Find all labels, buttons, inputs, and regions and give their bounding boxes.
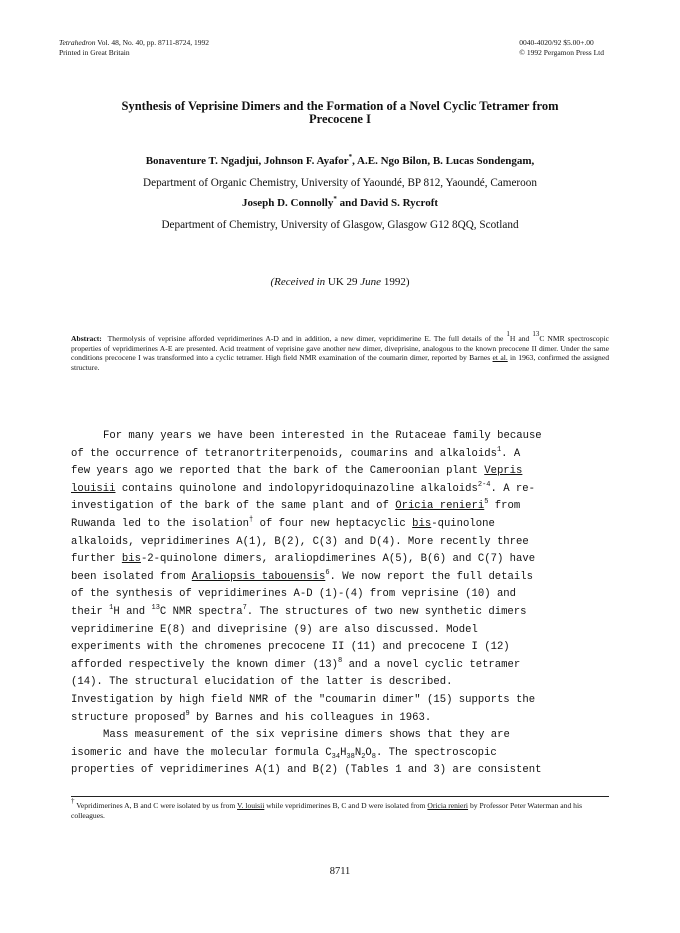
body-text-run: -2-quinolone dimers, araliopdimerines A(5), B(6) and C(7) have (140, 553, 536, 566)
body-line (71, 727, 609, 745)
body-text-run (71, 446, 520, 464)
underlined-term: bis (412, 517, 432, 530)
formula-sub: 2 (361, 752, 366, 761)
body-text-run: been isolated from (71, 570, 192, 583)
ref-sup: 9 (185, 709, 190, 718)
ref-sup: 7 (242, 603, 247, 612)
body-text-run: by Barnes and his colleagues in 1963. (189, 711, 432, 724)
body-text-run (71, 481, 535, 499)
body-text-run (71, 463, 522, 481)
received-prefix: (Received in (270, 276, 326, 288)
body-line (71, 446, 609, 464)
affiliation-2: Department of Chemistry, University of Glasgow, Glasgow G12 8QQ, Scotland (161, 219, 519, 231)
authors-text-1: Bonaventure T. Ngadjui, Johnson F. Ayafor (145, 155, 349, 167)
received-day: 29 (346, 276, 358, 288)
body-text-run (71, 710, 431, 728)
body-text-run: H (340, 746, 347, 759)
footnote-text: by Professor Peter Waterman and his colleagues. (71, 801, 583, 820)
body-line (71, 710, 609, 728)
species-name: Oricia renieri (427, 801, 469, 810)
body-text-run: O (365, 746, 372, 759)
authors-group-2 (40, 197, 640, 209)
footnote (71, 797, 609, 820)
species-name: Vepris (484, 465, 523, 478)
body-line (71, 463, 609, 481)
ref-sup: 5 (484, 498, 489, 507)
body-text-run: afforded respectively the known dimer (13) (71, 658, 339, 671)
received-month: June (360, 276, 382, 288)
copyright: © 1992 Pergamon Press Ltd (519, 48, 604, 57)
body-line (71, 586, 609, 604)
page-number: 8711 (329, 866, 351, 877)
body-text-run: alkaloids, vepridimerines A(1), B(2), C(3) and D(4). More recently three (71, 535, 529, 548)
header-right (519, 38, 604, 58)
body-line (71, 745, 609, 763)
footnote-mark: † (249, 515, 254, 524)
body-line (71, 674, 609, 692)
abstract-text: Thermolysis of veprisine afforded vepridimerines A-D and in addition, a new dimer, vepridimerine E. The full details of the (107, 334, 507, 343)
body-text-run: For many years we have been interested in the Rutaceae family because (103, 430, 542, 442)
body-text-run: and a novel cyclic tetramer (342, 658, 521, 671)
body-line (71, 692, 609, 710)
corresponding-mark-2: * (333, 195, 337, 203)
species-name: V. louisii (237, 801, 265, 810)
affiliation-1: Department of Organic Chemistry, University of Yaoundé, BP 812, Yaoundé, Cameroon (143, 177, 537, 189)
formula-sub: 8 (371, 752, 376, 761)
journal-name: Tetrahedron (59, 38, 96, 47)
citation: Vol. 48, No. 40, pp. 8711-8724, 1992 (97, 38, 209, 47)
ref-sup: 1 (496, 445, 502, 454)
printed-in: Printed in Great Britain (59, 48, 130, 57)
body-line (71, 551, 609, 569)
body-line (71, 639, 609, 657)
body-text-run (71, 604, 527, 622)
body-text-run: . The spectroscopic (375, 746, 497, 759)
body-text-run (71, 498, 520, 516)
corresponding-mark-1: * (348, 153, 353, 161)
body-line (71, 516, 609, 534)
received-country: UK (327, 276, 344, 288)
article-title (60, 100, 620, 126)
species-name: Araliopsis tabouensis (191, 570, 326, 583)
body-text-run: few years ago we reported that the bark of the Cameroonian plant (71, 465, 485, 478)
authors-text-1b: , A.E. Ngo Bilon, B. Lucas Sondengam, (352, 155, 535, 167)
received-year: 1992) (383, 276, 410, 288)
abstract-etal: et al. (492, 353, 508, 363)
header-left (59, 38, 209, 58)
body-text-run: . The structures of two new synthetic dimers (246, 605, 527, 618)
title-line-2: Precocene I (309, 112, 371, 126)
body-line (71, 498, 609, 516)
body-text-run: investigation of the bark of the same plant and of (71, 500, 396, 513)
body-text-run: further (71, 553, 122, 566)
abstract-text: in 1963, confirmed the assigned structure. (71, 353, 609, 372)
body-line (71, 569, 609, 587)
ref-sup: 2-4 (477, 480, 491, 489)
body-text-run: Ruwanda led to the isolation (71, 517, 250, 530)
abstract (71, 330, 610, 372)
body-text-run: from (488, 500, 521, 513)
authors-group-1 (40, 155, 640, 167)
body-text-run: structure proposed (71, 711, 186, 724)
abstract-label: Abstract: (71, 334, 102, 343)
ref-sup: 6 (325, 568, 330, 577)
footnote-mark: † (71, 797, 75, 805)
body-text (71, 428, 609, 780)
ref-sup: 8 (338, 656, 343, 665)
body-text-run: of the occurrence of tetranortriterpenoids, coumarins and alkaloids (71, 447, 497, 460)
body-line (71, 657, 609, 675)
body-text-run: . A re- (490, 482, 536, 495)
body-text-run: vepridimerine E(8) and diveprisine (9) are also discussed. Model (71, 623, 478, 636)
body-text-run: Investigation by high field NMR of the "coumarin dimer" (15) supports the (71, 693, 536, 706)
body-text-run: of four new heptacyclic (253, 517, 413, 530)
body-text-run: N (354, 746, 362, 759)
abstract-sup-1: 1 (506, 330, 510, 338)
body-text-run: their (71, 605, 110, 618)
body-text-run: isomeric and have the molecular formula C (71, 746, 332, 759)
abstract-text: H and (509, 334, 533, 343)
body-line (71, 534, 609, 552)
body-text-run: properties of vepridimerines A(1) and B(2) (Tables 1 and 3) are consistent (71, 764, 542, 777)
formula-sub: 34 (331, 752, 341, 761)
title-line-1: Synthesis of Veprisine Dimers and the Formation of a Novel Cyclic Tetramer from (121, 99, 559, 113)
isotope-sup: 1 (109, 603, 114, 612)
body-text-run (71, 657, 520, 675)
body-text-run: (14). The structural elucidation of the latter is described. (71, 676, 453, 689)
body-text-run: experiments with the chromenes precocene II (11) and precocene I (12) (71, 641, 510, 654)
received-date (40, 276, 640, 288)
body-text-run (71, 745, 497, 763)
footnote-text: Vepridimerines A, B and C were isolated by us from (74, 801, 238, 810)
abstract-sup-13: 13 (532, 330, 540, 338)
body-line (71, 622, 609, 640)
body-text-run: C NMR spectra (159, 605, 243, 618)
footnote-text: while vepridimerines B, C and D were isolated from (264, 801, 428, 810)
footnote-divider (71, 796, 609, 797)
authors-text-2b: and David S. Rycroft (336, 197, 439, 209)
price-code: 0040-4020/92 $5.00+.00 (519, 38, 594, 47)
body-text-run: H and (113, 605, 152, 618)
body-text-run: . A (501, 447, 521, 460)
body-text-run: -quinolone (431, 517, 495, 530)
body-text-run: of the synthesis of vepridimerines A-D (1)-(4) from veprisine (10) and (71, 588, 517, 601)
body-text-run (71, 569, 533, 587)
species-name: louisii (71, 482, 116, 495)
abstract-text: C NMR spectroscopic properties of vepridimerines A-E are presented. Acid treatment of veprisine gave another new dimer, diveprisine, analogous to the known precocene II dimer. Under the same conditions precocene I was transformed into a cyclic tetramer. High field NMR examination of the coumarin dimer, reported by Barnes (71, 334, 610, 363)
species-name: Oricia renieri (395, 500, 485, 513)
body-text-run: contains quinolone and indolopyridoquinazoline alkaloids (115, 482, 478, 495)
formula-sub: 38 (346, 752, 355, 761)
body-text-run: Mass measurement of the six veprisine dimers shows that they are (103, 729, 510, 742)
body-text-run (71, 516, 495, 534)
isotope-sup: 13 (151, 603, 160, 612)
body-line (71, 428, 609, 446)
underlined-term: bis (121, 553, 141, 566)
body-text-run: . We now report the full details (329, 570, 533, 583)
authors-text-2a: Joseph D. Connolly (241, 197, 334, 209)
body-line (71, 762, 609, 780)
body-line (71, 604, 609, 622)
body-text-run (71, 551, 535, 569)
body-line (71, 481, 609, 499)
